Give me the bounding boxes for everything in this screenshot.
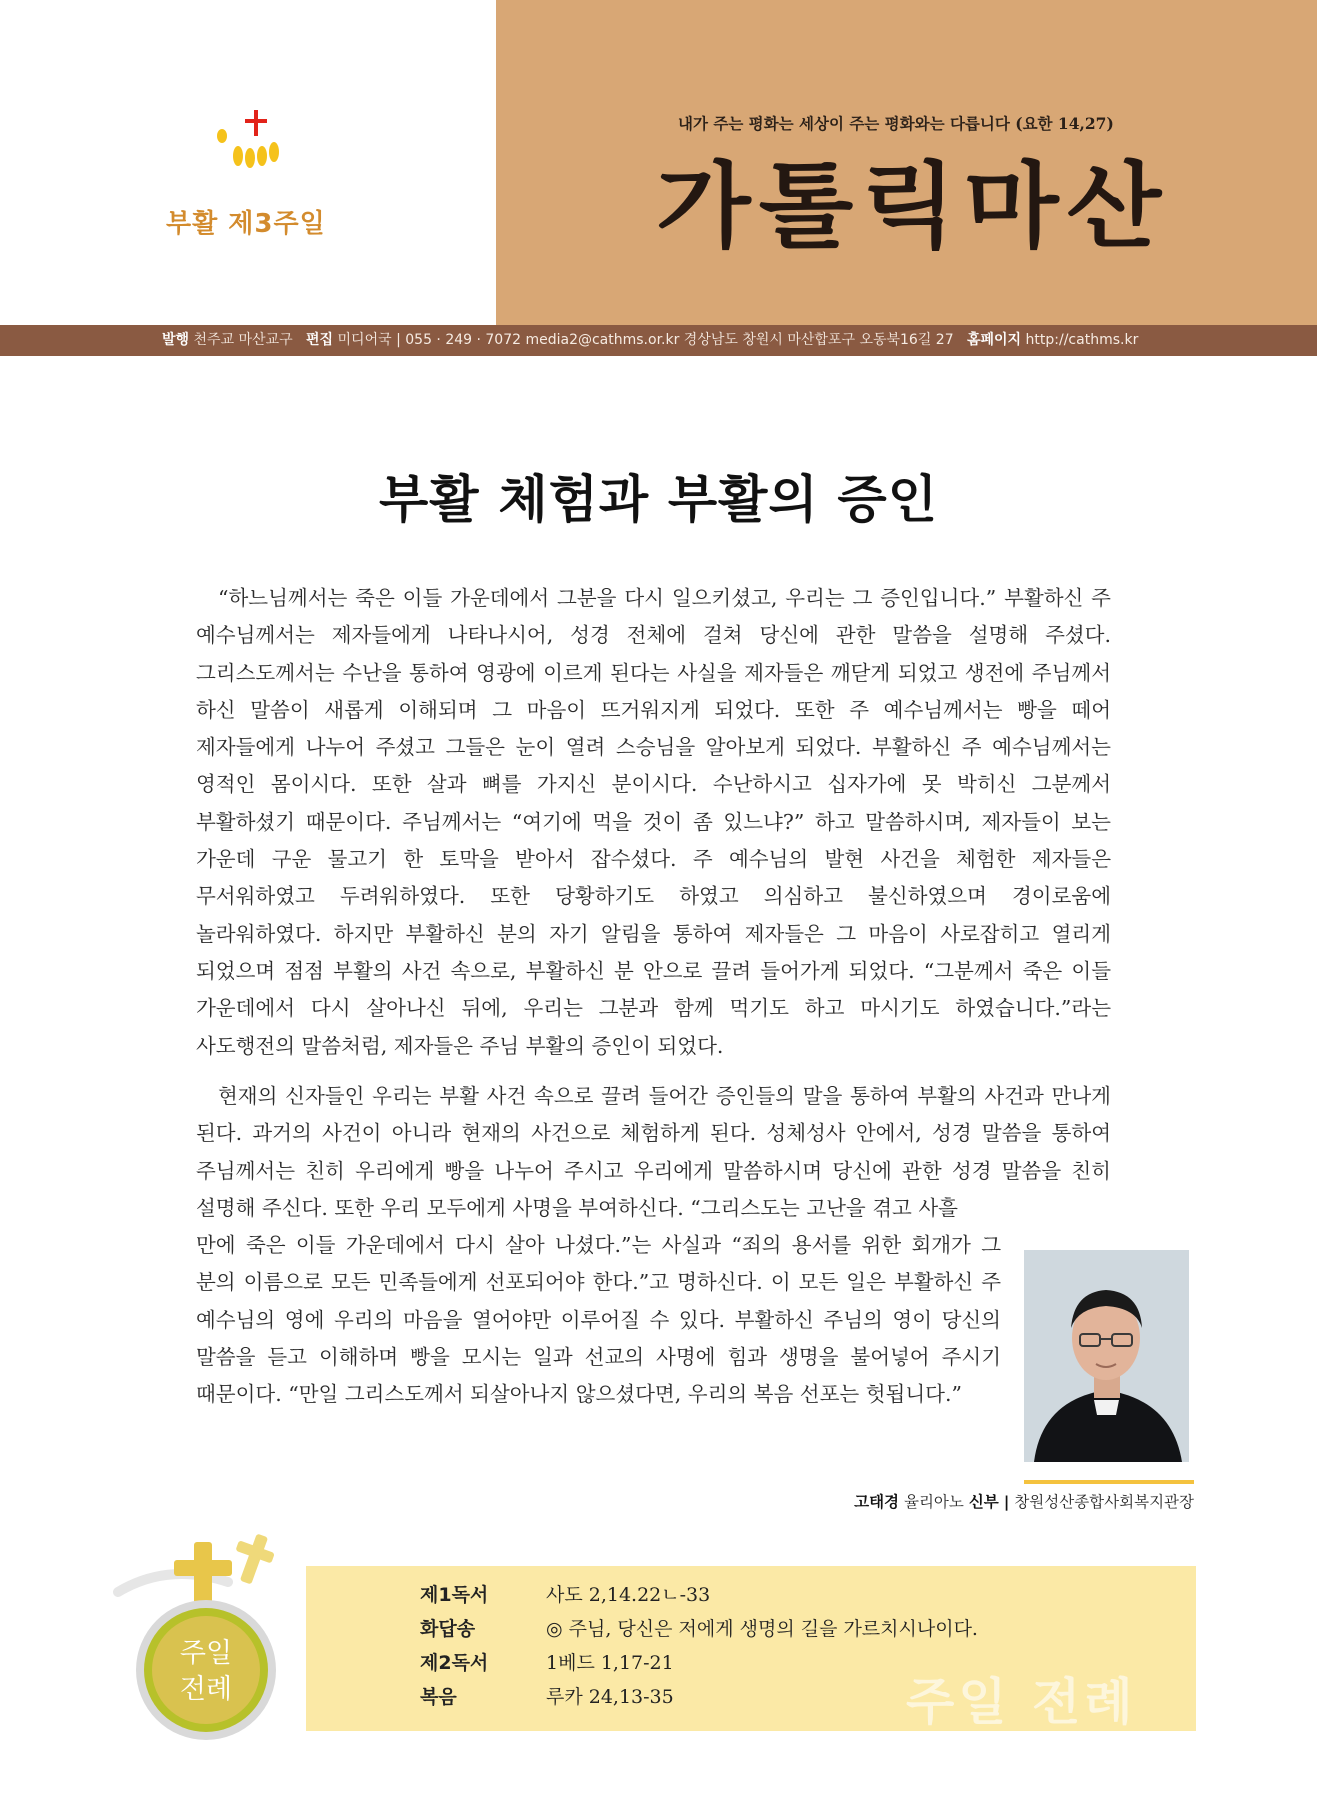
header-right-panel xyxy=(496,0,1317,325)
article-paragraph-2-part-1: 현재의 신자들인 우리는 부활 사건 속으로 끌려 들어간 증인들의 말을 통하여 부활의 사건과 만나게 된다. 과거의 사건이 아니라 현재의 사건으로 체험하게 된다. 성체성사 안에서, 성경 말씀을 통하여 주님께서는 친히 우리에게 빵을 나누어 주시고 우리에게 말씀하시며 당신에 관한 성경 말씀을 친히 설명해 주신다. 또한 우리 모두에게 사명을 부여하신다. “그리스도는 고난을 겪고 사흘 xyxy=(196,1084,1111,1220)
liturgy-watermark: 주일 전례 xyxy=(906,1673,1137,1731)
publisher-label: 발행 xyxy=(162,332,190,348)
reading-row-second xyxy=(420,1648,674,1682)
info-separator: | xyxy=(396,332,401,348)
reading-value: ◎ 주님, 당신은 저에게 생명의 길을 가르치시나이다. xyxy=(546,1618,978,1640)
badge-crosses-icon xyxy=(118,1533,275,1612)
reading-row-psalm xyxy=(420,1614,978,1648)
homepage-link[interactable]: http://cathms.kr xyxy=(1025,332,1139,348)
badge-line-2: 전례 xyxy=(179,1674,233,1705)
liturgical-week: 부활 제3주일 xyxy=(166,209,326,239)
reading-row-first xyxy=(420,1580,711,1614)
homepage-label: 홈페이지 xyxy=(966,332,1022,348)
reading-label: 화답송 xyxy=(420,1618,476,1640)
reading-value: 사도 2,14.22ㄴ-33 xyxy=(546,1584,711,1606)
author-byline xyxy=(836,1490,1194,1512)
reading-value: 루카 24,13-35 xyxy=(546,1686,674,1708)
contact-info: 055 · 249 · 7072 media2@cathms.or.kr 경상남도 창원시 마산합포구 오동북16길 27 xyxy=(405,332,954,348)
author-position: 창원성산종합사회복지관장 xyxy=(1014,1493,1194,1511)
editor: 미디어국 xyxy=(337,332,392,348)
author-title: 신부 xyxy=(968,1493,999,1511)
editor-label: 편집 xyxy=(306,332,334,348)
reading-label: 제2독서 xyxy=(420,1652,489,1674)
author-photo xyxy=(1024,1250,1189,1462)
badge-line-1: 주일 xyxy=(179,1638,233,1669)
masthead-title: 가톨릭마산 xyxy=(656,151,1170,262)
reading-value: 1베드 1,17-21 xyxy=(546,1652,674,1674)
sunday-liturgy-badge xyxy=(108,1522,328,1752)
article-paragraph-2-part-2: 만에 죽은 이들 가운데에서 다시 살아 나셨다.”는 사실과 “죄의 용서를 위한 회개가 그 분의 이름으로 모든 민족들에게 선포되어야 한다.”고 명하신다. 이 모든 일은 부활하신 주 예수님의 영에 우리의 마음을 열어야만 이루어질 수 있다. 부활하신 주님의 영이 당신의 말씀을 듣고 이해하며 빵을 모시는 일과 선교의 사명에 힘과 생명을 불어넣어 주시기 때문이다. “만일 그리스도께서 되살아나지 않으셨다면, 우리의 복음 선포는 헛됩니다.” xyxy=(196,1233,1001,1407)
article-title: 부활 체험과 부활의 증인 xyxy=(379,471,938,530)
motto: 내가 주는 평화는 세상이 주는 평화와는 다릅니다 (요한 14,27) xyxy=(678,114,1114,133)
liturgy-panel xyxy=(306,1566,1196,1731)
reading-label: 제1독서 xyxy=(420,1584,489,1606)
reading-row-gospel xyxy=(420,1682,674,1716)
publication-info-bar xyxy=(0,325,1317,356)
article-paragraph-1: “하느님께서는 죽은 이들 가운데에서 그분을 다시 일으키셨고, 우리는 그 증인입니다.” 부활하신 주 예수님께서는 제자들에게 나타나시어, 성경 전체에 걸쳐 당신에 관한 말씀을 설명해 주셨다. 그리스도께서는 수난을 통하여 영광에 이르게 된다는 사실을 제자들은 깨닫게 되었고 생전에 주님께서 하신 말씀이 새롭게 이해되며 그 마음이 뜨거워지게 되었다. 또한 주 예수님께서는 빵을 떼어 제자들에게 나누어 주셨고 그들은 눈이 열려 스승님을 알아보게 되었다. 부활하신 주 예수님께서는 영적인 몸이시다. 또한 살과 뼈를 가지신 분이시다. 수난하시고 십자가에 못 박히신 그분께서 부활하셨기 때문이다. 주님께서는 “여기에 먹을 것이 좀 있느냐?” 하고 말씀하시며, 제자들이 보는 가운데 구운 물고기 한 토막을 받아서 잡수셨다. 주 예수님의 발현 사건을 체험한 제자들은 무서워하였고 두려워하였다. 또한 당황하기도 하였고 의심하고 불신하였으며 경이로움에 놀라워하였다. 하지만 부활하신 분의 자기 알림을 통하여 제자들은 그 마음이 사로잡히고 열리게 되었으며 점점 부활의 사건 속으로, 부활하신 분 안으로 끌려 들어가게 되었다. “그분께서 죽은 이들 가운데에서 다시 살아나신 뒤에, 우리는 그분과 함께 먹기도 하고 마시기도 하였습니다.”라는 사도행전의 말씀처럼, 제자들은 주님 부활의 증인이 되었다. xyxy=(196,586,1111,1058)
byline-separator: | xyxy=(1003,1493,1010,1511)
publisher: 천주교 마산교구 xyxy=(193,332,293,348)
reading-label: 복음 xyxy=(420,1686,457,1708)
caption-rule xyxy=(1024,1480,1194,1484)
author-baptismal-name: 율리아노 xyxy=(903,1493,964,1511)
cross-candles-icon xyxy=(214,108,284,174)
author-name: 고태경 xyxy=(854,1493,900,1511)
header-left-panel xyxy=(0,0,496,325)
